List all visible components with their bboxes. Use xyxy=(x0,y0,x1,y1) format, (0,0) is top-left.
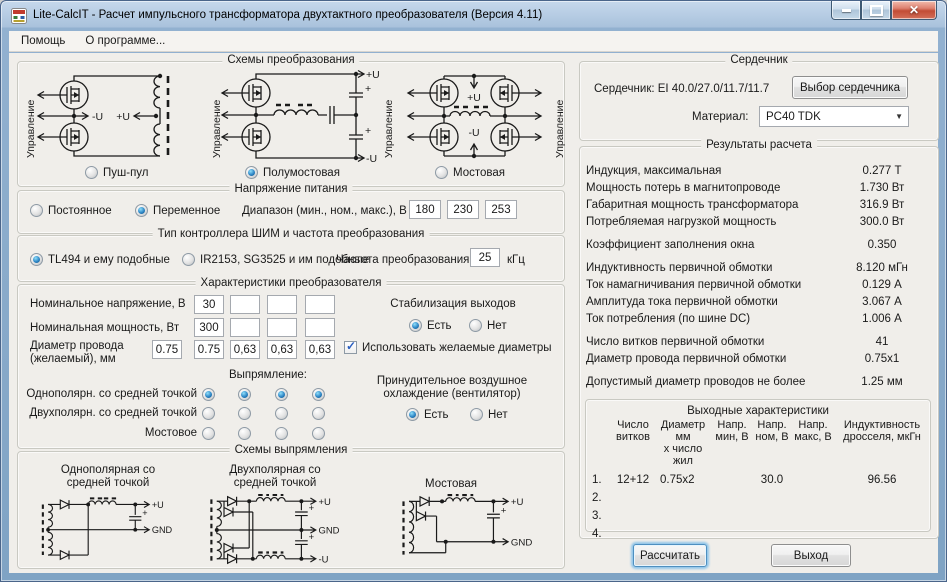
rectifier-title-bridge: Мостовая xyxy=(425,478,477,490)
result-row: Габаритная мощность трансформатора 316.9 Вт xyxy=(586,198,905,211)
push-pull-diagram xyxy=(22,68,200,164)
rect-radio-bridge-4[interactable] xyxy=(312,427,325,440)
calculate-button[interactable] xyxy=(633,544,707,567)
radio-label: IR2153, SG3525 и им подобные xyxy=(200,253,370,266)
svg-text:+: + xyxy=(308,531,315,543)
nominal-power-input-4[interactable] xyxy=(305,318,335,337)
svg-text:-U: -U xyxy=(468,127,480,139)
app-icon xyxy=(11,8,27,24)
titlebar xyxy=(1,1,946,31)
rect-radio-unipolar-3[interactable] xyxy=(275,388,288,401)
svg-text:Управление: Управление xyxy=(383,99,395,158)
wire-diameter-input-4[interactable] xyxy=(305,340,335,359)
group-title: Сердечник xyxy=(725,54,792,66)
result-row: Амплитуда тока первичной обмотки 3.067 А xyxy=(586,295,902,308)
exit-button[interactable] xyxy=(771,544,851,567)
row-label: Мостовое xyxy=(144,427,197,439)
rectification-row-unipolar xyxy=(18,388,358,402)
svg-text:+: + xyxy=(365,83,372,95)
svg-text:GND: GND xyxy=(510,537,533,549)
group-rectifier-schemes xyxy=(17,444,565,569)
group-core xyxy=(579,54,939,141)
svg-text:+U: +U xyxy=(510,497,524,509)
rectifier-title-bipolar: Двухполярная со средней точкой xyxy=(229,464,321,489)
voltage-nom-input[interactable] xyxy=(447,200,479,219)
result-row: Число витков первичной обмотки 41 xyxy=(586,335,889,348)
rect-radio-unipolar-2[interactable] xyxy=(238,388,251,401)
radio-icon xyxy=(435,166,448,179)
rect-radio-bridge-3[interactable] xyxy=(275,427,288,440)
menu-bar xyxy=(9,31,938,52)
wire-diameter-input-2[interactable] xyxy=(230,340,260,359)
cooling-label-line2: охлаждение (вентилятор) xyxy=(383,388,521,400)
rect-radio-bridge-1[interactable] xyxy=(202,427,215,440)
result-row: Индуктивность первичной обмотки 8.120 мГн xyxy=(586,261,908,274)
half-bridge-diagram xyxy=(208,68,383,164)
group-title: Схемы выпрямления xyxy=(230,444,353,456)
row-label: Однополярн. со средней точкой xyxy=(26,388,197,400)
button-label: Выход xyxy=(793,549,829,562)
voltage-max-input[interactable] xyxy=(485,200,517,219)
frequency-unit: кГц xyxy=(507,254,525,266)
svg-text:-U: -U xyxy=(92,111,104,123)
rect-radio-bipolar-3[interactable] xyxy=(275,407,288,420)
radio-icon xyxy=(406,408,419,421)
table-row: 1. 12+12 0.75x2 30.0 96.56 xyxy=(592,474,897,486)
stabilization-label: Стабилизация выходов xyxy=(390,298,516,310)
range-label: Диапазон (мин., ном., макс.), В xyxy=(242,205,407,217)
diameter-row-label-line1: Диаметр провода xyxy=(30,340,124,352)
radio-cooling-yes[interactable] xyxy=(406,407,449,422)
minimize-button[interactable] xyxy=(831,1,861,20)
radio-dc[interactable] xyxy=(30,203,112,218)
wire-diameter-input-3[interactable] xyxy=(267,340,297,359)
radio-label: Переменное xyxy=(153,204,221,217)
rectification-row-bipolar xyxy=(18,407,358,421)
maximize-icon xyxy=(870,5,883,16)
nominal-power-input-3[interactable] xyxy=(267,318,297,337)
rectifier-title-unipolar: Однополярная со средней точкой xyxy=(60,464,156,489)
checkbox-label: Использовать желаемые диаметры xyxy=(362,341,552,354)
frequency-input[interactable] xyxy=(470,248,500,267)
nominal-voltage-input-1[interactable] xyxy=(194,295,224,314)
voltage-min-input[interactable] xyxy=(409,200,441,219)
radio-icon xyxy=(470,408,483,421)
nominal-power-input-2[interactable] xyxy=(230,318,260,337)
radio-label: Есть xyxy=(427,319,452,332)
result-row: Ток намагничивания первичной обмотки 0.129 А xyxy=(586,278,902,291)
bipolar-rectifier-diagram xyxy=(206,494,359,566)
material-select[interactable] xyxy=(759,106,909,127)
radio-icon xyxy=(409,319,422,332)
table-row: 3. xyxy=(592,510,602,522)
nominal-voltage-input-3[interactable] xyxy=(267,295,297,314)
window-controls xyxy=(831,1,937,20)
group-converter-characteristics xyxy=(17,277,565,449)
svg-text:+: + xyxy=(365,125,372,137)
svg-text:+U: +U xyxy=(467,92,481,104)
radio-label: Нет xyxy=(488,408,508,421)
bridge-rectifier-diagram xyxy=(398,494,543,562)
result-row: Допустимый диаметр проводов не более 1.25 мм xyxy=(586,375,903,388)
diameter-row-label-line2: (желаемый), мм xyxy=(30,353,116,365)
svg-text:-U: -U xyxy=(318,554,329,566)
svg-text:+U: +U xyxy=(116,111,130,123)
result-row: Мощность потерь в магнитопроводе 1.730 Вт xyxy=(586,181,905,194)
result-row: Ток потребления (по шине DC) 1.006 А xyxy=(586,312,902,325)
result-row: Диаметр провода первичной обмотки 0.75x1 xyxy=(586,352,900,365)
nominal-power-input-1[interactable] xyxy=(194,318,224,337)
menu-item-help[interactable]: Помощь xyxy=(21,35,66,47)
material-label: Материал: xyxy=(692,111,749,123)
svg-text:Управление: Управление xyxy=(554,99,566,158)
svg-text:Управление: Управление xyxy=(25,99,37,158)
radio-icon xyxy=(30,253,43,266)
svg-text:+U: +U xyxy=(151,499,164,510)
unipolar-rectifier-diagram xyxy=(34,494,179,562)
group-title: Характеристики преобразователя xyxy=(196,277,387,289)
rect-radio-bipolar-4[interactable] xyxy=(312,407,325,420)
output-table-rows xyxy=(586,471,930,543)
output-characteristics-box xyxy=(585,399,931,540)
result-row: Коэффициент заполнения окна 0.350 xyxy=(586,238,897,251)
svg-text:GND: GND xyxy=(151,525,173,536)
radio-icon xyxy=(85,166,98,179)
group-title: Напряжение питания xyxy=(229,183,352,195)
wire-diameter-primary-input[interactable] xyxy=(152,340,182,359)
rectification-row-bridge xyxy=(18,427,358,441)
row-label: Двухполярн. со средней точкой xyxy=(29,407,197,419)
close-button[interactable] xyxy=(891,1,937,20)
rect-radio-unipolar-1[interactable] xyxy=(202,388,215,401)
svg-text:-U: -U xyxy=(366,153,378,164)
frequency-label: Частота преобразования xyxy=(336,254,470,266)
svg-text:+: + xyxy=(142,507,148,518)
group-conversion-schemes xyxy=(17,54,566,187)
core-value-label: Сердечник: EI 40.0/27.0/11.7/11.7 xyxy=(594,83,770,95)
maximize-button[interactable] xyxy=(861,1,891,20)
radio-icon xyxy=(30,204,43,217)
select-core-button[interactable] xyxy=(792,76,908,99)
radio-icon xyxy=(469,319,482,332)
table-row: 4. xyxy=(592,528,602,540)
radio-bridge[interactable] xyxy=(435,165,505,180)
svg-text:+U: +U xyxy=(366,69,380,81)
checkbox-icon xyxy=(344,341,357,354)
radio-icon xyxy=(135,204,148,217)
result-row: Потребляемая нагрузкой мощность 300.0 Вт xyxy=(586,215,905,228)
bridge-diagram xyxy=(382,68,567,164)
radio-push-pull[interactable] xyxy=(85,165,149,180)
svg-text:+: + xyxy=(308,503,315,515)
use-desired-diameters-checkbox[interactable] xyxy=(344,340,552,355)
rect-radio-bipolar-2[interactable] xyxy=(238,407,251,420)
button-label: Выбор сердечника xyxy=(800,81,900,94)
radio-tl494[interactable] xyxy=(30,252,170,267)
svg-text:Управление: Управление xyxy=(211,99,223,158)
material-value: PC40 TDK xyxy=(766,110,821,123)
rect-radio-unipolar-4[interactable] xyxy=(312,388,325,401)
window-title: Lite-CalcIT - Расчет импульсного трансформатора двухтактного преобразователя (Версия 4.11) xyxy=(33,9,543,21)
radio-icon xyxy=(245,166,258,179)
radio-label: Нет xyxy=(487,319,507,332)
table-row: 2. xyxy=(592,492,602,504)
voltage-row-label: Номинальное напряжение, В xyxy=(30,298,186,310)
radio-stabilization-no[interactable] xyxy=(469,318,507,333)
radio-ac[interactable] xyxy=(135,203,220,218)
cooling-label-line1: Принудительное воздушное xyxy=(376,375,528,387)
group-pwm-controller xyxy=(17,228,565,282)
nominal-voltage-input-4[interactable] xyxy=(305,295,335,314)
menu-item-about[interactable]: О программе... xyxy=(85,35,166,47)
rect-radio-bridge-2[interactable] xyxy=(238,427,251,440)
radio-half-bridge[interactable] xyxy=(245,165,340,180)
output-table-title: Выходные характеристики xyxy=(687,405,829,417)
button-label: Рассчитать xyxy=(639,549,700,562)
radio-label: Полумостовая xyxy=(263,166,340,179)
svg-text:GND: GND xyxy=(318,525,340,537)
rect-radio-bipolar-1[interactable] xyxy=(202,407,215,420)
minimize-icon xyxy=(842,9,851,12)
radio-icon xyxy=(182,253,195,266)
power-row-label: Номинальная мощность, Вт xyxy=(30,322,180,334)
result-row: Индукция, максимальная 0.277 Т xyxy=(586,164,902,177)
output-table-header: Число витков Диаметр мм х число жил Напр. мин, В Напр. ном, В Напр. макс, В Индуктивность дросселя, мкГн xyxy=(616,419,921,467)
nominal-voltage-input-2[interactable] xyxy=(230,295,260,314)
group-title: Результаты расчета xyxy=(701,139,817,151)
radio-label: Есть xyxy=(424,408,449,421)
radio-cooling-no[interactable] xyxy=(470,407,508,422)
radio-label: Постоянное xyxy=(48,204,112,217)
group-title: Тип контроллера ШИМ и частота преобразования xyxy=(153,228,430,240)
radio-label: Пуш-пул xyxy=(103,166,149,179)
results-list xyxy=(586,162,930,390)
radio-label: TL494 и ему подобные xyxy=(48,253,170,266)
svg-text:+U: +U xyxy=(318,496,331,508)
radio-label: Мостовая xyxy=(453,166,505,179)
group-title: Схемы преобразования xyxy=(222,54,359,66)
wire-diameter-input-1[interactable] xyxy=(194,340,224,359)
chevron-down-icon: ▼ xyxy=(895,112,903,121)
radio-stabilization-yes[interactable] xyxy=(409,318,452,333)
svg-text:+: + xyxy=(500,505,507,517)
close-icon: ✕ xyxy=(908,3,920,17)
rectification-label: Выпрямление: xyxy=(228,369,308,381)
